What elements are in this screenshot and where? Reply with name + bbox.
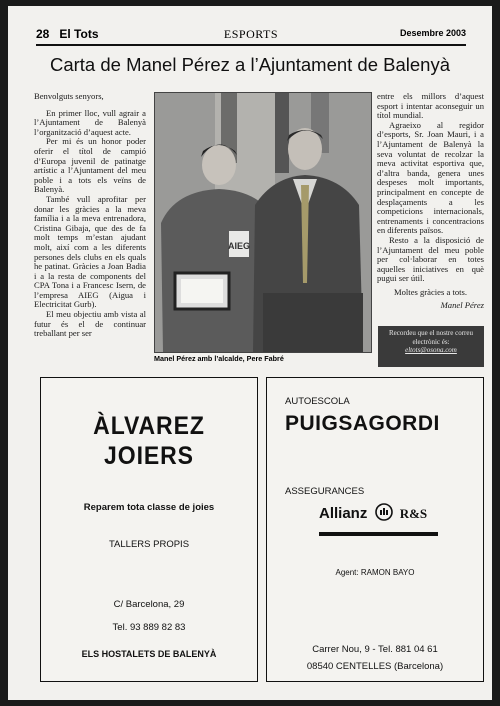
issue-date: Desembre 2003 xyxy=(399,28,466,38)
driving-school-advertisement xyxy=(266,377,484,682)
greeting: Benvolguts senyors, xyxy=(34,91,104,101)
magazine-page xyxy=(8,6,492,700)
paragraph: També vull aprofitar per donar les gràcies a la meva família i a la meva entrenadora, Cristina Gibaja, que des de fa molt temps m’estan ajudant molt, així com a les diferents persones dels clubs en els quals he patinat. Gràcies a Joan Badia i a la resta de components del CPA Tona i a Francesc Isern, de l’empresa AIEG (Aigua i Electricitat Gurb). xyxy=(34,193,146,310)
jeweller-service: TALLERS PROPIS xyxy=(108,539,190,550)
partner-logo: R&S xyxy=(399,506,428,521)
article-right-column xyxy=(377,92,484,311)
paragraph: Agraeixo al regidor d’esports, Sr. Joan Mauri, i a l’Ajuntament de Balenyà la seva voluntat de recolzar la meva activitat esportiva que, d’altra banda, genera unes despeses molt importants, principalment en concepte de desplaçaments a les competicions internacionals, entrenaments i concentracions en diferents països. xyxy=(377,119,484,236)
paragraph: El meu objectiu amb vista al futur és el de continuar treballant per ser xyxy=(34,309,146,339)
thanks-line: Moltes gràcies a tots. xyxy=(393,286,468,297)
email-notice-box xyxy=(378,326,484,367)
paragraph: Per mi és un honor poder oferir el títol de campió d’Europa juvenil de patinatge artístic a l’Ajuntament del meu poble i a tots els veïns de Balenyà. xyxy=(34,136,146,195)
paragraph: En primer lloc, vull agrair a l’Ajuntament de Balenyà l’organització d’aquest acte. xyxy=(34,107,146,137)
allianz-brand xyxy=(319,503,427,522)
email-notice-line1: Recordeu que el nostre correu xyxy=(389,329,473,337)
email-notice-line2: electrònic és: xyxy=(412,337,450,346)
jeweller-name-line1: ÀLVAREZ xyxy=(93,412,205,440)
jeweller-address: C/ Barcelona, 29 xyxy=(113,599,185,610)
insurance-agent: Agent: RAMON BAYO xyxy=(335,568,415,577)
article-photo xyxy=(154,92,372,353)
shirt-logo: AIEG xyxy=(227,241,251,251)
jeweller-phone: Tel. 93 889 82 83 xyxy=(112,622,186,633)
paragraph: entre els millors d’aquest esport i intentar aconseguir un títol mundial. xyxy=(377,91,484,121)
photo-illustration xyxy=(155,93,371,352)
page-header xyxy=(36,26,466,46)
paragraph: Resto a la disposició de l’Ajuntament del meu poble per col·laborar en totes aquelles iniciatives en què pugui ser útil. xyxy=(377,234,484,284)
driving-school-address: Carrer Nou, 9 - Tel. 881 04 61 xyxy=(312,644,438,655)
jeweller-advertisement xyxy=(40,377,258,682)
insurance-label: ASSEGURANCES xyxy=(285,486,365,497)
allianz-eagle-icon xyxy=(375,503,393,521)
jeweller-town: ELS HOSTALETS DE BALENYÀ xyxy=(81,649,217,659)
article-headline: Carta de Manel Pérez a l’Ajuntament de Balenyà xyxy=(49,54,451,75)
driving-school-town: 08540 CENTELLES (Barcelona) xyxy=(306,661,444,672)
driving-school-type: AUTOESCOLA xyxy=(285,396,350,407)
divider-bar xyxy=(319,532,438,536)
signature: Manel Pérez xyxy=(440,300,484,311)
driving-school-name: PUIGSAGORDI xyxy=(285,412,440,435)
section-title: ESPORTS xyxy=(223,27,279,41)
article-left-column xyxy=(34,92,146,339)
jeweller-tagline: Reparem tota classe de joies xyxy=(83,502,215,513)
jeweller-name-line2: JOIERS xyxy=(104,442,194,470)
allianz-name: Allianz xyxy=(319,505,368,522)
page-number: 28 xyxy=(36,27,50,41)
photo-caption: Manel Pérez amb l’alcalde, Pere Fabré xyxy=(154,354,284,363)
magazine-name: El Tots xyxy=(59,27,99,41)
email-link[interactable]: eltots@osona.com xyxy=(405,346,457,354)
